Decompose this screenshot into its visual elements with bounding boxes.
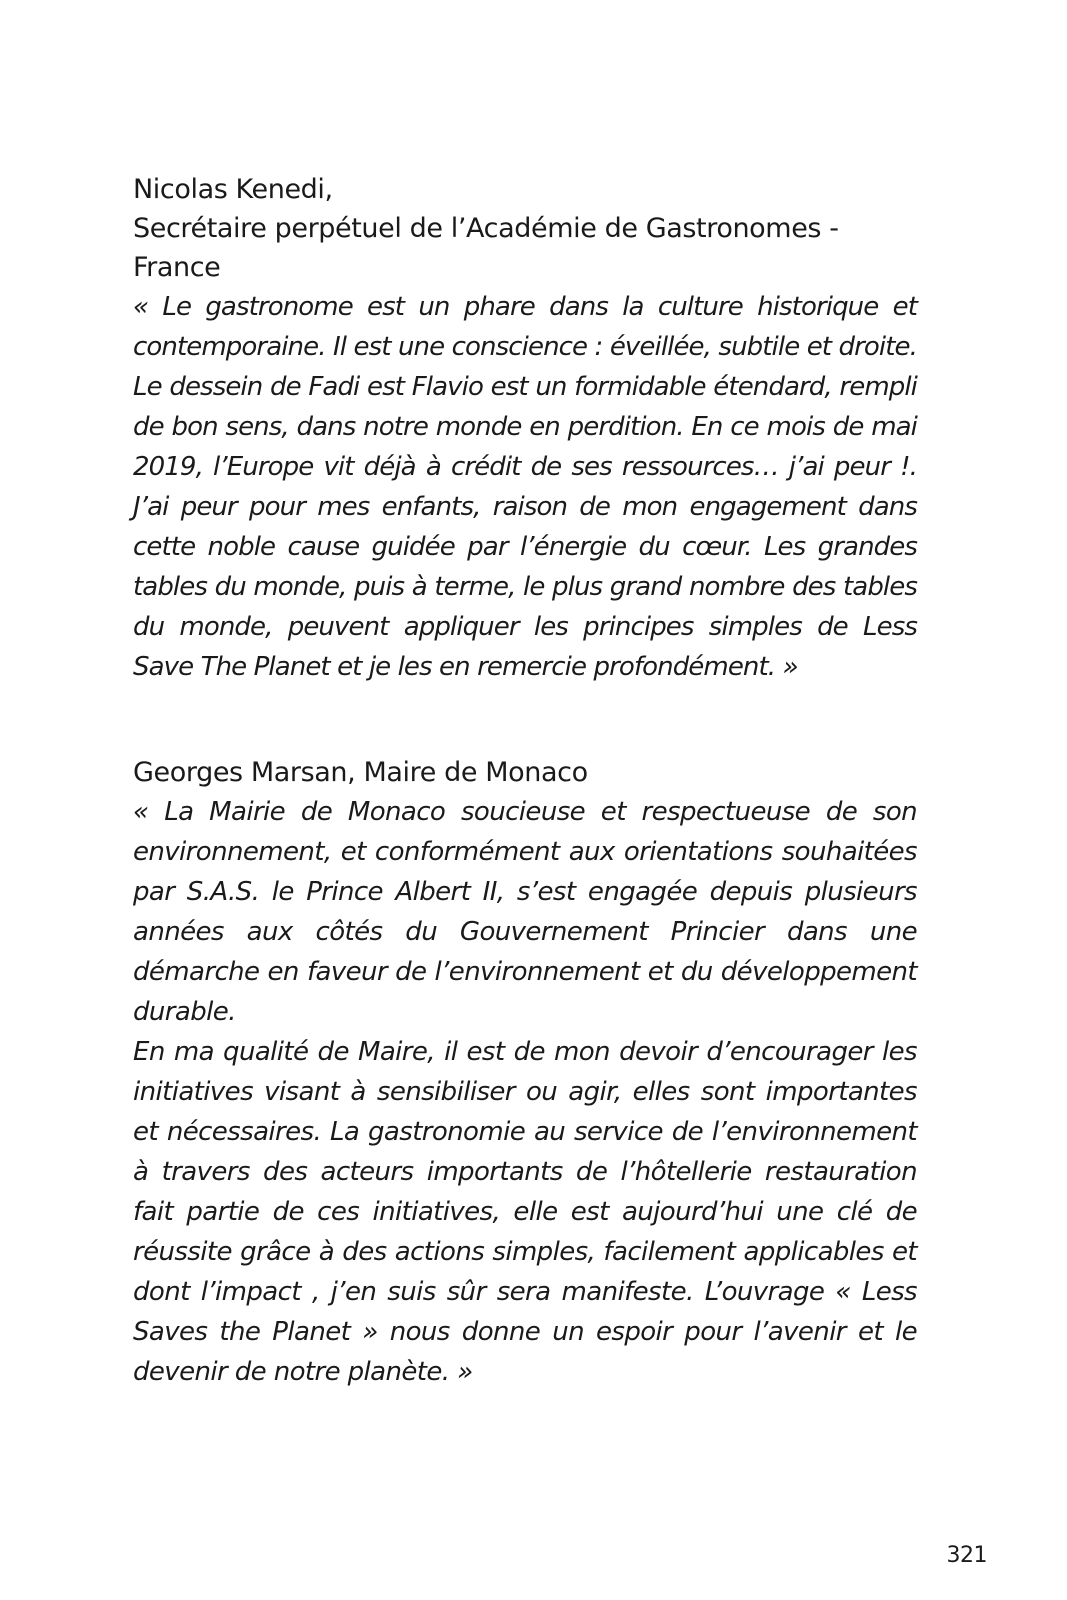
author-name-line: Georges Marsan, Maire de Monaco [133,757,588,788]
author-heading [133,170,917,287]
testimonial-quote-paragraph-2: En ma qualité de Maire, il est de mon devoir d’encourager les initiatives visant à sensibiliser ou agir, elles sont importantes et nécessaires. La gastronomie au service de l’environnement à travers des acteurs importants de l’hôtellerie restauration fait partie de ces initiatives, elle est aujourd’hui une clé de réussite grâce à des actions simples, facilement applicables et dont l’impact , j’en suis sûr sera manifeste. L’ouvrage « Less Saves the Planet » nous donne un espoir pour l’avenir et le devenir de notre planète. » [133,1037,917,1387]
testimonial-georges-marsan [133,753,917,1392]
testimonial-quote: « Le gastronome est un phare dans la culture historique et contemporaine. Il est une conscience : éveillée, subtile et droite. Le dessein de Fadi est Flavio est un formidable étendard, rempli de bon sens, dans notre monde en perdition. En ce mois de mai 2019, l’Europe vit déjà à crédit de ses ressources… j’ai peur !. J’ai peur pour mes enfants, raison de mon engagement dans cette noble cause guidée par l’énergie du cœur. Les grandes tables du monde, puis à terme, le plus grand nombre des tables du monde, peuvent appliquer les principes simples de Less Save The Planet et je les en remercie profondément. » [133,292,917,682]
testimonial-nicolas-kenedi [133,170,917,687]
author-title-line-continued: France [133,252,221,283]
author-heading [133,753,917,792]
page-number: 321 [946,1543,987,1568]
author-title-line: Secrétaire perpétuel de l’Académie de Gastronomes - [133,213,839,244]
author-name-line: Nicolas Kenedi, [133,174,333,205]
testimonial-quote-paragraph-1: « La Mairie de Monaco soucieuse et respectueuse de son environnement, et conformément aux orientations souhaitées par S.A.S. le Prince Albert II, s’est engagée depuis plusieurs années aux côtés du Gouvernement Princier dans une démarche en faveur de l’environnement et du développement durable. [133,797,917,1027]
